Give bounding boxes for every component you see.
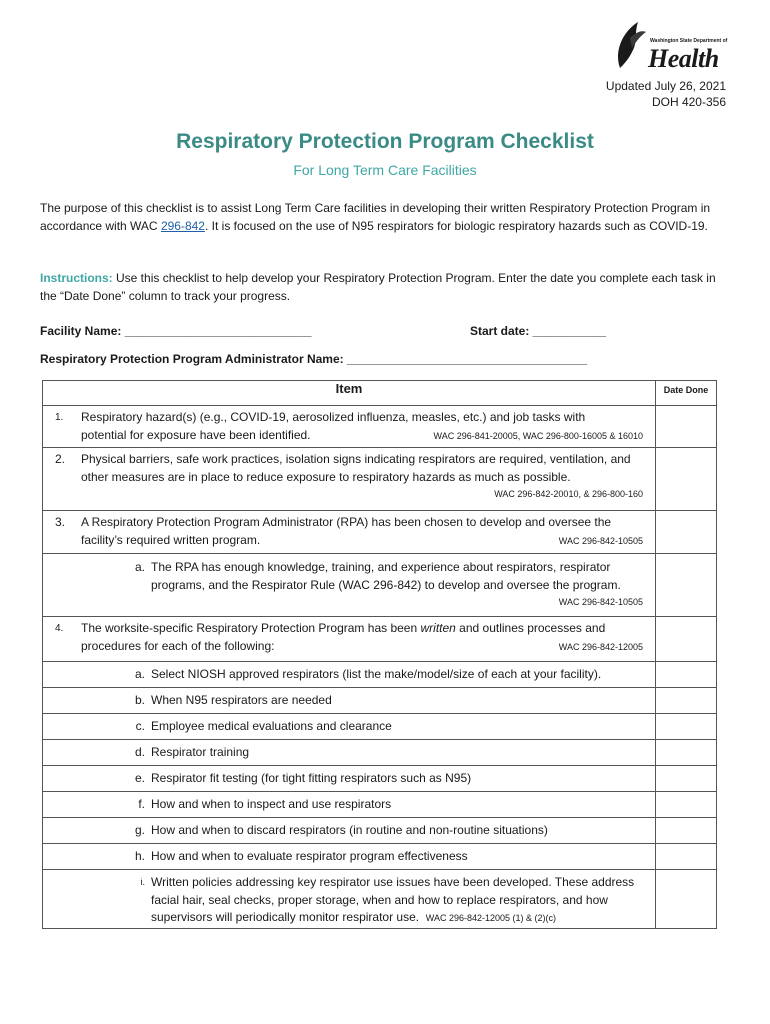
- item-header: Item: [43, 381, 656, 406]
- sub-letter: a.: [134, 667, 145, 681]
- sub-letter: d.: [134, 745, 145, 759]
- table-row: [43, 406, 717, 448]
- date-done-cell[interactable]: [656, 870, 717, 929]
- date-done-cell[interactable]: [656, 792, 717, 818]
- purpose-text-2: . It is focused on the use of N95 respirators for biologic respiratory hazards such as COVID-19.: [204, 218, 708, 233]
- date-done-cell[interactable]: [656, 844, 717, 870]
- date-done-cell[interactable]: [656, 688, 717, 714]
- row-text-emphasis: written: [420, 621, 456, 635]
- logo-tagline: Washington State Department of: [650, 38, 728, 44]
- sub-letter: h.: [134, 849, 145, 863]
- table-row: [43, 554, 717, 617]
- checklist-table: [42, 380, 717, 929]
- wac-reference: WAC 296-842-12005: [558, 641, 643, 652]
- table-row: [43, 844, 717, 870]
- doh-logo: [608, 18, 728, 74]
- page-subtitle: For Long Term Care Facilities: [293, 162, 477, 178]
- wac-reference: WAC 296-842-12005 (1) & (2)(c): [425, 913, 556, 923]
- doc-number: DOH 420-356: [651, 95, 726, 109]
- start-date-field[interactable]: Start date: ___________: [470, 324, 607, 338]
- table-row: [43, 792, 717, 818]
- row-text: Written policies addressing key respirator use issues have been developed. These address facial hair, seal checks, proper storage, when and how to replace respirators, and how supervisors will periodically monitor respirator use.: [151, 875, 635, 924]
- instructions-text: Use this checklist to help develop your Respiratory Protection Program. Enter the date you complete each task in the “Date Done” column to track your progress.: [40, 271, 716, 303]
- row-text: The worksite-specific Respiratory Protection Program has been: [81, 621, 421, 635]
- row-text: and outlines processes and: [455, 621, 606, 635]
- facility-name-field[interactable]: Facility Name: ____________________________: [40, 324, 312, 338]
- row-text: facility’s required written program.: [81, 532, 261, 547]
- date-done-cell[interactable]: [656, 617, 717, 662]
- sub-letter: c.: [135, 719, 145, 733]
- page-title: Respiratory Protection Program Checklist: [176, 130, 594, 153]
- row-text: Respiratory hazard(s) (e.g., COVID-19, aerosolized influenza, measles, etc.) and job tasks with: [81, 410, 586, 424]
- sub-letter: b.: [134, 693, 145, 707]
- row-number: 3.: [55, 515, 66, 529]
- sub-letter: a.: [134, 560, 145, 574]
- date-done-cell[interactable]: [656, 406, 717, 448]
- table-row: [43, 662, 717, 688]
- sub-letter: i.: [140, 877, 145, 887]
- row-text: When N95 respirators are needed: [151, 693, 332, 707]
- wac-reference: WAC 296-842-20010, & 296-800-160: [494, 489, 643, 499]
- row-text: Respirator fit testing (for tight fitting respirators such as N95): [151, 771, 472, 785]
- wac-reference: WAC 296-842-10505: [558, 597, 643, 607]
- row-text: potential for exposure have been identified.: [81, 427, 311, 442]
- purpose-paragraph: [40, 200, 730, 235]
- sub-letter: g.: [134, 823, 145, 837]
- date-done-header: Date Done: [656, 381, 717, 406]
- rpa-name-field[interactable]: Respiratory Protection Program Administrator Name: ____________________________________: [40, 352, 588, 366]
- purpose-text-1: The purpose of this checklist is to assist Long Term Care facilities in developing their written Respiratory Protection Program in accordance with WAC: [40, 201, 711, 233]
- table-row: [43, 617, 717, 662]
- date-done-cell[interactable]: [656, 448, 717, 511]
- row-number: 4.: [55, 623, 64, 634]
- row-text: Respirator training: [151, 745, 250, 759]
- row-text: procedures for each of the following:: [81, 638, 275, 653]
- instructions-label: Instructions:: [40, 271, 113, 285]
- sub-letter: f.: [138, 797, 145, 811]
- table-row: [43, 870, 717, 929]
- date-done-cell[interactable]: [656, 662, 717, 688]
- table-header: [43, 381, 717, 406]
- table-row: [43, 448, 717, 511]
- instructions-paragraph: [40, 270, 730, 305]
- table-row: [43, 714, 717, 740]
- date-done-cell[interactable]: [656, 714, 717, 740]
- date-done-cell[interactable]: [656, 766, 717, 792]
- wac-reference: WAC 296-842-10505: [558, 535, 643, 546]
- table-row: [43, 688, 717, 714]
- logo-word: Health: [648, 44, 719, 73]
- row-number: 2.: [55, 452, 66, 466]
- updated-date: Updated July 26, 2021: [605, 79, 726, 93]
- table-row: [43, 766, 717, 792]
- row-text: How and when to inspect and use respirators: [151, 797, 392, 811]
- row-text: Physical barriers, safe work practices, isolation signs indicating respirators are required, ventilation, and other measures are in place to reduce exposure to respiratory hazards as much as possible.: [81, 452, 631, 484]
- table-row: [43, 818, 717, 844]
- row-text: The RPA has enough knowledge, training, and experience about respirators, respirator programs, and the Respirator Rule (WAC 296-842) to develop and oversee the program.: [151, 560, 621, 592]
- row-number: 1.: [55, 412, 64, 423]
- date-done-cell[interactable]: [656, 740, 717, 766]
- row-text: A Respiratory Protection Program Administrator (RPA) has been chosen to develop and oversee the: [81, 515, 612, 529]
- sub-letter: e.: [134, 771, 145, 785]
- date-done-cell[interactable]: [656, 818, 717, 844]
- date-done-cell[interactable]: [656, 511, 717, 554]
- wac-link[interactable]: 296-842: [160, 218, 205, 233]
- date-done-cell[interactable]: [656, 554, 717, 617]
- row-text: How and when to evaluate respirator program effectiveness: [151, 849, 468, 863]
- table-row: [43, 740, 717, 766]
- row-text: Employee medical evaluations and clearance: [151, 719, 392, 733]
- wac-reference: WAC 296-841-20005, WAC 296-800-16005 & 16010: [433, 430, 643, 441]
- row-text: How and when to discard respirators (in routine and non-routine situations): [151, 823, 548, 837]
- row-text: Select NIOSH approved respirators (list the make/model/size of each at your facility).: [151, 667, 602, 681]
- table-row: [43, 511, 717, 554]
- update-info: [606, 78, 726, 110]
